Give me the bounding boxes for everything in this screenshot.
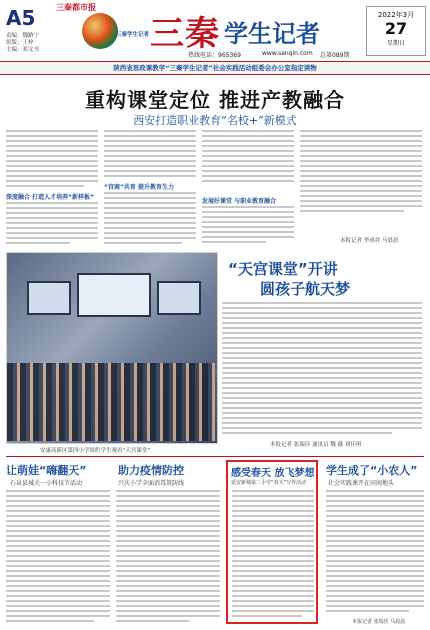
bottom-col4-body (326, 490, 424, 615)
banner (0, 61, 430, 75)
lead-col-1b (6, 202, 98, 247)
left-screen (27, 281, 71, 315)
feature-byline: 本报记者 张瑞佳 通讯员 魏 薇 刘佳琪 (270, 442, 362, 448)
bottom-col2-sub: 兴庆小学全面消毒筑防线 (118, 480, 185, 487)
section-divider (6, 456, 424, 457)
lead-section-heading-3: 发展好课堂 与职业教育融合 (202, 198, 277, 205)
hotline: 热线电话：965369 (188, 52, 241, 59)
lead-byline: 本报记者 李成祥 马晨晨 (340, 238, 399, 244)
feature-headline-2: 圆孩子航天梦 (260, 280, 351, 298)
lead-col-3b (202, 206, 294, 246)
feature-body (222, 302, 422, 437)
bottom-col4-byline: 本报记者 张瑞佳 马晨晨 (352, 619, 406, 625)
editor-line: 组版：王梓 (6, 40, 34, 46)
editor-line: 主编：邓文书 (6, 47, 40, 53)
projection-screen (77, 273, 151, 317)
highlighted-article[interactable] (226, 460, 318, 624)
lead-subhead: 西安打造职业教育“名校+”新模式 (133, 114, 297, 127)
bottom-col4-sub: 社会实践课开在田间地头 (328, 480, 395, 487)
editor-line: 责编：魏路宁 (6, 33, 40, 39)
date-box (366, 6, 426, 56)
bottom-col2-title: 助力疫情防控 (118, 464, 184, 477)
bottom-col1-title: 让萌娃“嗨翻天” (6, 464, 87, 477)
bottom-col2-body (116, 490, 220, 625)
page-number: A5 (6, 6, 36, 30)
feature-headline-1: “天宫课堂”开讲 (228, 260, 338, 278)
bottom-col3-sub: 延安新城第二小学“春天”写作活动 (231, 480, 307, 486)
title-main: 三秦 (150, 14, 220, 54)
lead-col-2b (104, 192, 196, 247)
lead-headline: 重构课堂定位 推进产教融合 (85, 88, 345, 112)
banner-text: 陕西省思政课教学“三秦学生记者”社会实践活动组委会办公室指定读物 (113, 64, 317, 72)
emblem-logo (82, 13, 118, 49)
right-screen (157, 281, 201, 315)
website: www.sanqin.com (262, 50, 313, 57)
school-logo-text: 三秦学生记者 (116, 32, 150, 38)
date-year-month: 2022年3月 (377, 11, 415, 19)
bottom-col1-body (6, 490, 110, 625)
edition: 总第089期 (320, 52, 350, 59)
photo-caption: 安康高新区第四小学组织学生观看“天宫课堂” (40, 448, 151, 454)
lead-col-1 (6, 130, 98, 190)
bottom-col3-title: 感受春天 放飞梦想 (231, 468, 315, 479)
lead-col-3 (202, 130, 294, 185)
lead-col-4 (300, 130, 422, 215)
classroom-photo (6, 252, 218, 444)
lead-section-heading-2: “宫商”共育 提升教育生力 (104, 184, 174, 191)
bottom-col3-body (232, 490, 314, 620)
audience (7, 363, 215, 441)
lead-section-heading-1: 深度融合 打造人才培养“新样板” (6, 194, 94, 201)
date-weekday: 星期日 (386, 40, 405, 47)
paper-mark: 三秦都市报 (56, 3, 96, 12)
lead-col-2 (104, 130, 196, 180)
editor-info (6, 33, 39, 54)
bottom-col1-sub: 石泉县城关一小科技节活动 (10, 480, 83, 487)
title-sub: 学生记者 (224, 20, 320, 48)
bottom-col4-title: 学生成了“小农人” (326, 464, 418, 477)
date-day: 27 (384, 19, 408, 38)
